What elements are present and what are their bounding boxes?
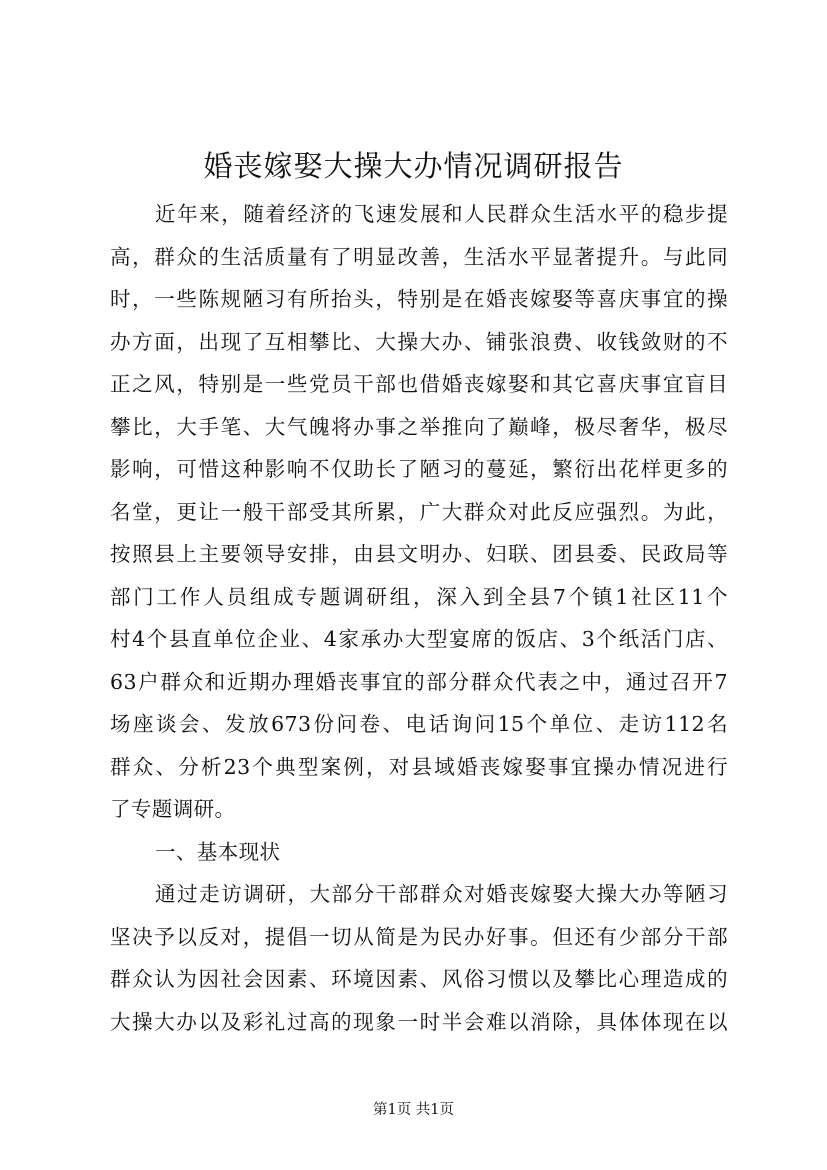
text-line: 时，一些陈规陋习有所抬头，特别是在婚丧嫁娶等喜庆事宜的操 [110,287,728,311]
text-line: 群众、分析23个典型案例，对县域婚丧嫁娶事宜操办情况进行 [110,754,728,779]
text-line: 大操大办以及彩礼过高的现象一时半会难以消除，具体体现在以 [110,1009,728,1034]
paragraph-status [110,873,728,1043]
text-line: 了专题调研。 [110,797,236,821]
text-line: 按照县上主要领导安排，由县文明办、妇联、团县委、民政局等 [110,542,728,566]
text-line: 名堂，更让一般干部受其所累，广大群众对此反应强烈。为此， [110,499,728,524]
text-line: 坚决予以反对，提倡一切从简是为民办好事。但还有少部分干部 [110,924,728,949]
paragraph-intro [110,193,728,831]
text-line: 63户群众和近期办理婚丧事宜的部分群众代表之中，通过召开7 [110,669,728,694]
section-heading: 一、基本现状 [155,839,281,864]
text-line: 场座谈会、发放673份问卷、电话询问15个单位、走访112名 [110,712,728,736]
document-title: 婚丧嫁娶大操大办情况调研报告 [203,149,624,183]
page-footer: 第1页 共1页 [372,1102,455,1118]
text-line: 村4个县直单位企业、4家承办大型宴席的饭店、3个纸活门店、 [110,627,728,651]
text-line: 通过走访调研，大部分干部群众对婚丧嫁娶大操大办等陋习 [155,882,728,906]
text-line: 攀比，大手笔、大气魄将办事之举推向了巅峰，极尽奢华，极尽 [110,414,728,439]
text-line: 近年来，随着经济的飞速发展和人民群众生活水平的稳步提 [155,202,728,226]
text-line: 正之风，特别是一些党员干部也借婚丧嫁娶和其它喜庆事宜盲目 [110,372,728,396]
text-line: 高，群众的生活质量有了明显改善，生活水平显著提升。与此同 [110,244,728,269]
text-line: 办方面，出现了互相攀比、大操大办、铺张浪费、收钱敛财的不 [110,329,728,354]
text-line: 部门工作人员组成专题调研组，深入到全县7个镇1社区11个 [110,584,728,609]
text-line: 影响，可惜这种影响不仅助长了陋习的蔓延，繁衍出花样更多的 [110,457,728,481]
text-line: 群众认为因社会因素、环境因素、风俗习惯以及攀比心理造成的 [110,967,728,991]
document-body [110,193,728,1043]
